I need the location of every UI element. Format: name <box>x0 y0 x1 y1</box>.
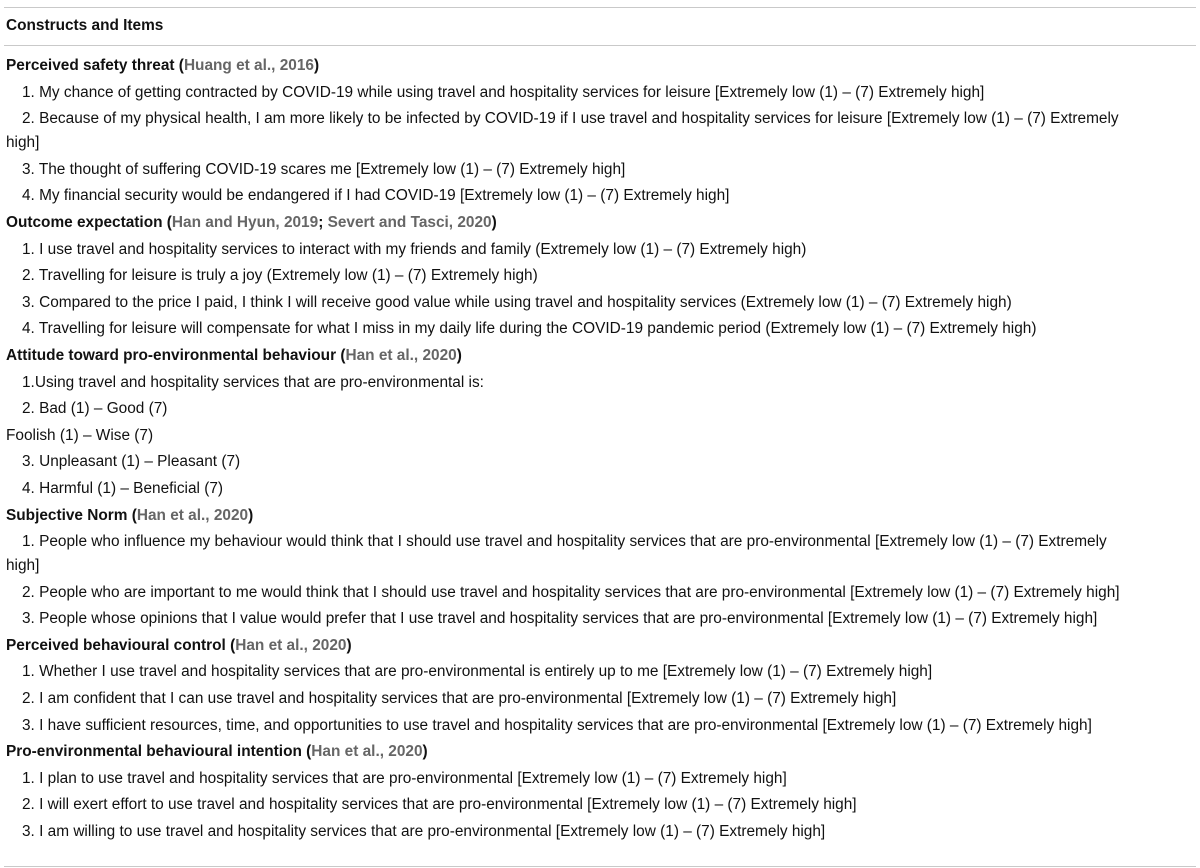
citation-link[interactable]: Han and Hyun, 2019 <box>171 213 319 231</box>
construct-title: Perceived safety threat <box>6 57 175 74</box>
item-row: 3. People whose opinions that I value would prefer that I use travel and hospitality services that are pro-environmental [Extremely low (1) – (7) Extremely high] <box>22 610 1098 628</box>
item-row: 2. Travelling for leisure is truly a joy (Extremely low (1) – (7) Extremely high) <box>22 267 538 285</box>
construct-title: Outcome expectation <box>6 213 163 231</box>
item-row: 3. I have sufficient resources, time, and opportunities to use travel and hospitality services that are pro-environmental [Extremely low (1) – (7) Extremely high] <box>22 716 1092 734</box>
item-row: 1. I use travel and hospitality services to interact with my friends and family (Extremely low (1) – (7) Extremely high) <box>22 240 807 258</box>
item-row: 4. Travelling for leisure will compensate for what I miss in my daily life during the COVID-19 pandemic period (Extremely low (1) – (7) Extremely high) <box>22 320 1037 338</box>
item-row: 2. Because of my physical health, I am more likely to be infected by COVID-19 if I use travel and hospitality services for leisure [Extremely low (1) – (7) Extremely high] <box>6 110 1119 152</box>
citation-link[interactable]: Han et al., 2020 <box>136 506 249 524</box>
item-row: 1.Using travel and hospitality services that are pro-environmental is: <box>22 373 484 391</box>
construct-heading: Perceived behavioural control (Han et al., 2020) <box>6 636 352 654</box>
construct-title: Attitude toward pro-environmental behaviour <box>6 346 337 364</box>
item-row: 2. Bad (1) – Good (7) <box>22 400 168 418</box>
item-row: 1. My chance of getting contracted by COVID-19 while using travel and hospitality services for leisure [Extremely low (1) – (7) Extremely high] <box>22 83 985 101</box>
table-bottom-rule <box>4 866 1196 867</box>
item-row: 3. The thought of suffering COVID-19 scares me [Extremely low (1) – (7) Extremely high] <box>22 160 626 178</box>
item-row: 1. People who influence my behaviour would think that I should use travel and hospitality services that are pro-environmental [Extremely low (1) – (7) Extremely high] <box>6 533 1107 575</box>
construct-title: Pro-environmental behavioural intention <box>6 743 302 761</box>
citation-link[interactable]: Han et al., 2020 <box>235 636 347 654</box>
item-row: 4. Harmful (1) – Beneficial (7) <box>22 479 224 497</box>
citation-link[interactable]: Han et al., 2020 <box>311 743 423 761</box>
construct-heading: Subjective Norm (Han et al., 2020) <box>6 506 254 524</box>
item-row: 2. I am confident that I can use travel and hospitality services that are pro-environmental [Extremely low (1) – (7) Extremely high] <box>22 690 897 708</box>
item-row: 2. People who are important to me would think that I should use travel and hospitality services that are pro-environmental [Extremely low (1) – (7) Extremely high] <box>22 583 1120 601</box>
item-row: 1. Whether I use travel and hospitality services that are pro-environmental is entirely up to me [Extremely low (1) – (7) Extremely high] <box>22 663 933 681</box>
item-row: 4. My financial security would be endangered if I had COVID-19 [Extremely low (1) – (7) Extremely high] <box>22 187 730 205</box>
construct-heading: Attitude toward pro-environmental behaviour (Han et al., 2020) <box>6 346 462 364</box>
item-row: 2. I will exert effort to use travel and hospitality services that are pro-environmental [Extremely low (1) – (7) Extremely high] <box>22 796 857 814</box>
item-row: 3. Compared to the price I paid, I think I will receive good value while using travel and hospitality services (Extremely low (1) – (7) Extremely high) <box>22 293 1012 311</box>
construct-heading: Outcome expectation (Han and Hyun, 2019; Severt and Tasci, 2020) <box>6 213 497 231</box>
construct-heading: Pro-environmental behavioural intention (Han et al., 2020) <box>6 743 428 761</box>
item-row: 3. Unpleasant (1) – Pleasant (7) <box>22 453 241 471</box>
table-body <box>4 54 1196 847</box>
item-row: 3. I am willing to use travel and hospitality services that are pro-environmental [Extremely low (1) – (7) Extremely high] <box>22 823 826 841</box>
construct-heading: Perceived safety threat (Huang et al., 2016) <box>6 57 320 74</box>
table-header-rule <box>4 45 1196 46</box>
construct-title: Subjective Norm <box>6 506 128 524</box>
construct-title: Perceived behavioural control <box>6 636 226 654</box>
table-header: Constructs and Items <box>6 17 164 34</box>
table-top-rule <box>4 7 1196 8</box>
citation-link[interactable]: Huang et al., 2016 <box>183 57 314 74</box>
citation-link[interactable]: Han et al., 2020 <box>345 346 457 364</box>
item-row: Foolish (1) – Wise (7) <box>6 426 154 444</box>
citation-link[interactable]: Severt and Tasci, 2020 <box>327 213 492 231</box>
item-row: 1. I plan to use travel and hospitality services that are pro-environmental [Extremely low (1) – (7) Extremely high] <box>22 769 787 787</box>
